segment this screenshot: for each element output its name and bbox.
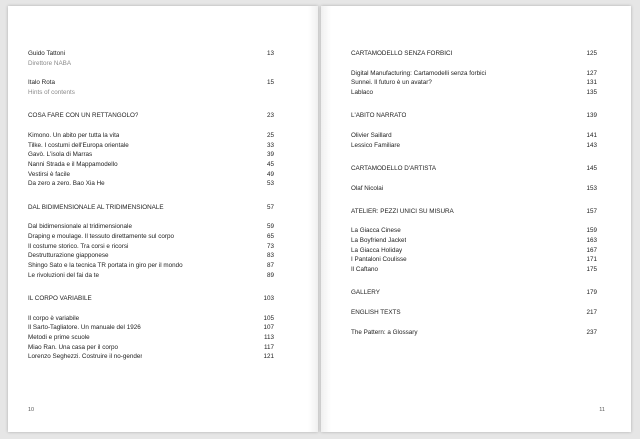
entry-page-number: 57: [266, 203, 274, 211]
entry-title: Miao Ran. Una casa per il corpo: [28, 343, 118, 351]
right-page: [321, 6, 631, 432]
entry-page-number: 175: [586, 266, 597, 274]
entry-title: Direttore NABA: [28, 59, 72, 67]
entry-title: Italo Rota: [28, 79, 55, 87]
entry-page-number: 127: [586, 69, 597, 77]
section-heading: [351, 164, 597, 174]
toc-entry: [28, 343, 274, 353]
entry-title: Vestirsi è facile: [28, 170, 70, 178]
toc-entry: [351, 184, 597, 194]
entry-page-number: 171: [586, 256, 597, 264]
entry-title: ENGLISH TEXTS: [351, 309, 401, 316]
entry-page-number: 49: [266, 170, 274, 178]
entry-title: I Pantaloni Coulisse: [351, 256, 407, 264]
spacer: [351, 150, 597, 164]
entry-title: ATELIER: PEZZI UNICI SU MISURA: [351, 207, 454, 215]
entry-title: Le rivoluzioni del fai da te: [28, 271, 100, 279]
entry-page-number: 141: [586, 131, 597, 139]
entry-title: Metodi e prime scuole: [28, 333, 90, 341]
entry-page-number: 159: [586, 227, 597, 235]
entry-title: Hints of contents: [28, 89, 75, 97]
spacer: [351, 298, 597, 308]
entry-title: L'ABITO NARRATO: [351, 112, 407, 120]
toc-entry: [351, 328, 597, 338]
section-heading: [28, 294, 274, 304]
entry-title: La Giacca Holiday: [351, 246, 403, 254]
entry-title: Lorenzo Seghezzi. Costruire il no-gender: [28, 353, 143, 361]
toc-entry: [351, 131, 597, 141]
entry-title: Olaf Nicolai: [351, 184, 384, 192]
entry-page-number: 139: [586, 112, 597, 120]
toc-entry: [28, 131, 274, 141]
entry-title: Il Sarto-Tagliatore. Un manuale del 1926: [28, 324, 141, 332]
toc-entry: [28, 222, 274, 232]
entry-title: CARTAMODELLO SENZA FORBICI: [351, 50, 453, 57]
entry-page-number: 145: [586, 164, 597, 172]
spacer: [28, 304, 274, 314]
entry-page-number: 113: [263, 333, 274, 341]
entry-page-number: 157: [586, 207, 597, 215]
entry-title: Lessico Familiare: [351, 141, 400, 149]
section-heading: [28, 203, 274, 213]
toc-entry: [28, 314, 274, 324]
spacer: [351, 275, 597, 289]
page-number: 11: [599, 407, 605, 413]
toc-entry: [351, 265, 597, 275]
entry-page-number: 87: [266, 262, 274, 269]
entry-title: La Giacca Cinese: [351, 227, 401, 235]
entry-page-number: 163: [586, 237, 597, 245]
spacer: [351, 193, 597, 207]
entry-page-number: 65: [266, 232, 274, 240]
toc-entry: [28, 251, 274, 261]
entry-page-number: 117: [263, 343, 274, 351]
entry-title: Kimono. Un abito per tutta la vita: [28, 131, 120, 139]
table-of-contents-left: [8, 49, 318, 362]
toc-entry: [28, 170, 274, 180]
entry-title: Shingo Sato e la tecnica TR portata in giro per il mondo: [28, 262, 183, 269]
entry-page-number: 53: [266, 180, 274, 188]
toc-entry: [28, 271, 274, 281]
toc-entry: [28, 78, 274, 88]
entry-page-number: 23: [266, 112, 274, 120]
spacer: [351, 216, 597, 226]
toc-entry: [351, 236, 597, 246]
entry-title: Tilke. I costumi dell'Europa orientale: [28, 141, 129, 149]
entry-title: The Pattern: a Glossary: [351, 328, 418, 336]
section-heading: [28, 111, 274, 121]
entry-page-number: 103: [263, 294, 274, 302]
entry-page-number: 107: [263, 324, 274, 332]
toc-entry: [351, 255, 597, 265]
entry-page-number: 89: [266, 271, 274, 279]
toc-entry: [28, 333, 274, 343]
entry-page-number: 45: [266, 161, 274, 168]
section-heading: [351, 207, 597, 217]
toc-entry: [351, 246, 597, 256]
entry-title: DAL BIDIMENSIONALE AL TRIDIMENSIONALE: [28, 203, 164, 211]
entry-title: Draping e moulage. Il tessuto direttamente sul corpo: [28, 232, 174, 240]
spacer: [28, 280, 274, 294]
spacer: [28, 98, 274, 112]
entry-page-number: 105: [263, 314, 274, 322]
entry-title: La Boyfriend Jacket: [351, 237, 407, 245]
toc-entry: [351, 78, 597, 88]
entry-title: Il costume storico. Tra corsi e ricorsi: [28, 242, 129, 250]
entry-title: Lablaco: [351, 89, 374, 97]
toc-entry: [28, 160, 274, 170]
entry-page-number: 143: [586, 141, 597, 149]
toc-entry: [28, 141, 274, 151]
spacer: [351, 59, 597, 69]
toc-entry: [28, 88, 274, 98]
entry-page-number: 217: [586, 309, 597, 316]
spacer: [28, 189, 274, 203]
entry-page-number: 125: [586, 50, 597, 57]
entry-title: Dal bidimensionale al tridimensionale: [28, 223, 132, 231]
toc-entry: [28, 242, 274, 252]
spacer: [351, 121, 597, 131]
page-number: 10: [28, 407, 35, 413]
spacer: [351, 318, 597, 328]
entry-page-number: 13: [266, 50, 274, 57]
entry-title: Sunnei. Il futuro è un avatar?: [351, 79, 432, 87]
entry-page-number: 167: [586, 246, 597, 254]
spacer: [28, 121, 274, 131]
spacer: [28, 212, 274, 222]
entry-page-number: 39: [266, 151, 274, 159]
entry-page-number: 33: [266, 141, 274, 149]
entry-title: Gavò. L'isola di Marras: [28, 151, 93, 159]
entry-title: Da zero a zero. Bao Xia He: [28, 180, 105, 188]
entry-page-number: 135: [586, 89, 597, 97]
left-page: [8, 6, 318, 432]
entry-title: IL CORPO VARIABILE: [28, 294, 92, 302]
toc-entry: [351, 226, 597, 236]
entry-page-number: 25: [266, 131, 274, 139]
toc-entry: [28, 232, 274, 242]
spacer: [28, 68, 274, 78]
toc-entry: [28, 59, 274, 69]
entry-title: Il corpo è variabile: [28, 314, 80, 322]
entry-page-number: 15: [266, 79, 274, 87]
toc-entry: [28, 323, 274, 333]
toc-entry: [28, 150, 274, 160]
entry-page-number: 59: [266, 223, 274, 231]
table-of-contents-right: [321, 49, 631, 337]
entry-page-number: 121: [263, 353, 274, 361]
toc-entry: [351, 141, 597, 151]
toc-entry: [28, 49, 274, 59]
entry-page-number: 73: [266, 242, 274, 250]
entry-page-number: 83: [266, 252, 274, 260]
toc-entry: [28, 261, 274, 271]
entry-title: Digital Manufacturing: Cartamodelli senza forbici: [351, 69, 487, 77]
entry-title: Il Caftano: [351, 266, 378, 274]
entry-page-number: 237: [586, 328, 597, 336]
section-heading: [351, 308, 597, 318]
spacer: [351, 98, 597, 112]
section-heading: [351, 111, 597, 121]
entry-title: CARTAMODELLO D'ARTISTA: [351, 164, 437, 172]
entry-page-number: 131: [586, 79, 597, 87]
entry-title: Guido Tattoni: [28, 50, 65, 57]
entry-title: GALLERY: [351, 289, 380, 297]
entry-page-number: 153: [586, 184, 597, 192]
toc-entry: [28, 179, 274, 189]
entry-title: Destrutturazione giapponese: [28, 252, 109, 260]
entry-title: Nanni Strada e il Mappamodello: [28, 161, 118, 168]
section-heading: [351, 49, 597, 59]
toc-entry: [351, 88, 597, 98]
section-heading: [351, 288, 597, 298]
spacer: [351, 174, 597, 184]
toc-entry: [28, 352, 274, 362]
toc-entry: [351, 69, 597, 79]
entry-page-number: 179: [586, 289, 597, 297]
entry-title: Olivier Saillard: [351, 131, 392, 139]
entry-title: COSA FARE CON UN RETTANGOLO?: [28, 112, 139, 120]
